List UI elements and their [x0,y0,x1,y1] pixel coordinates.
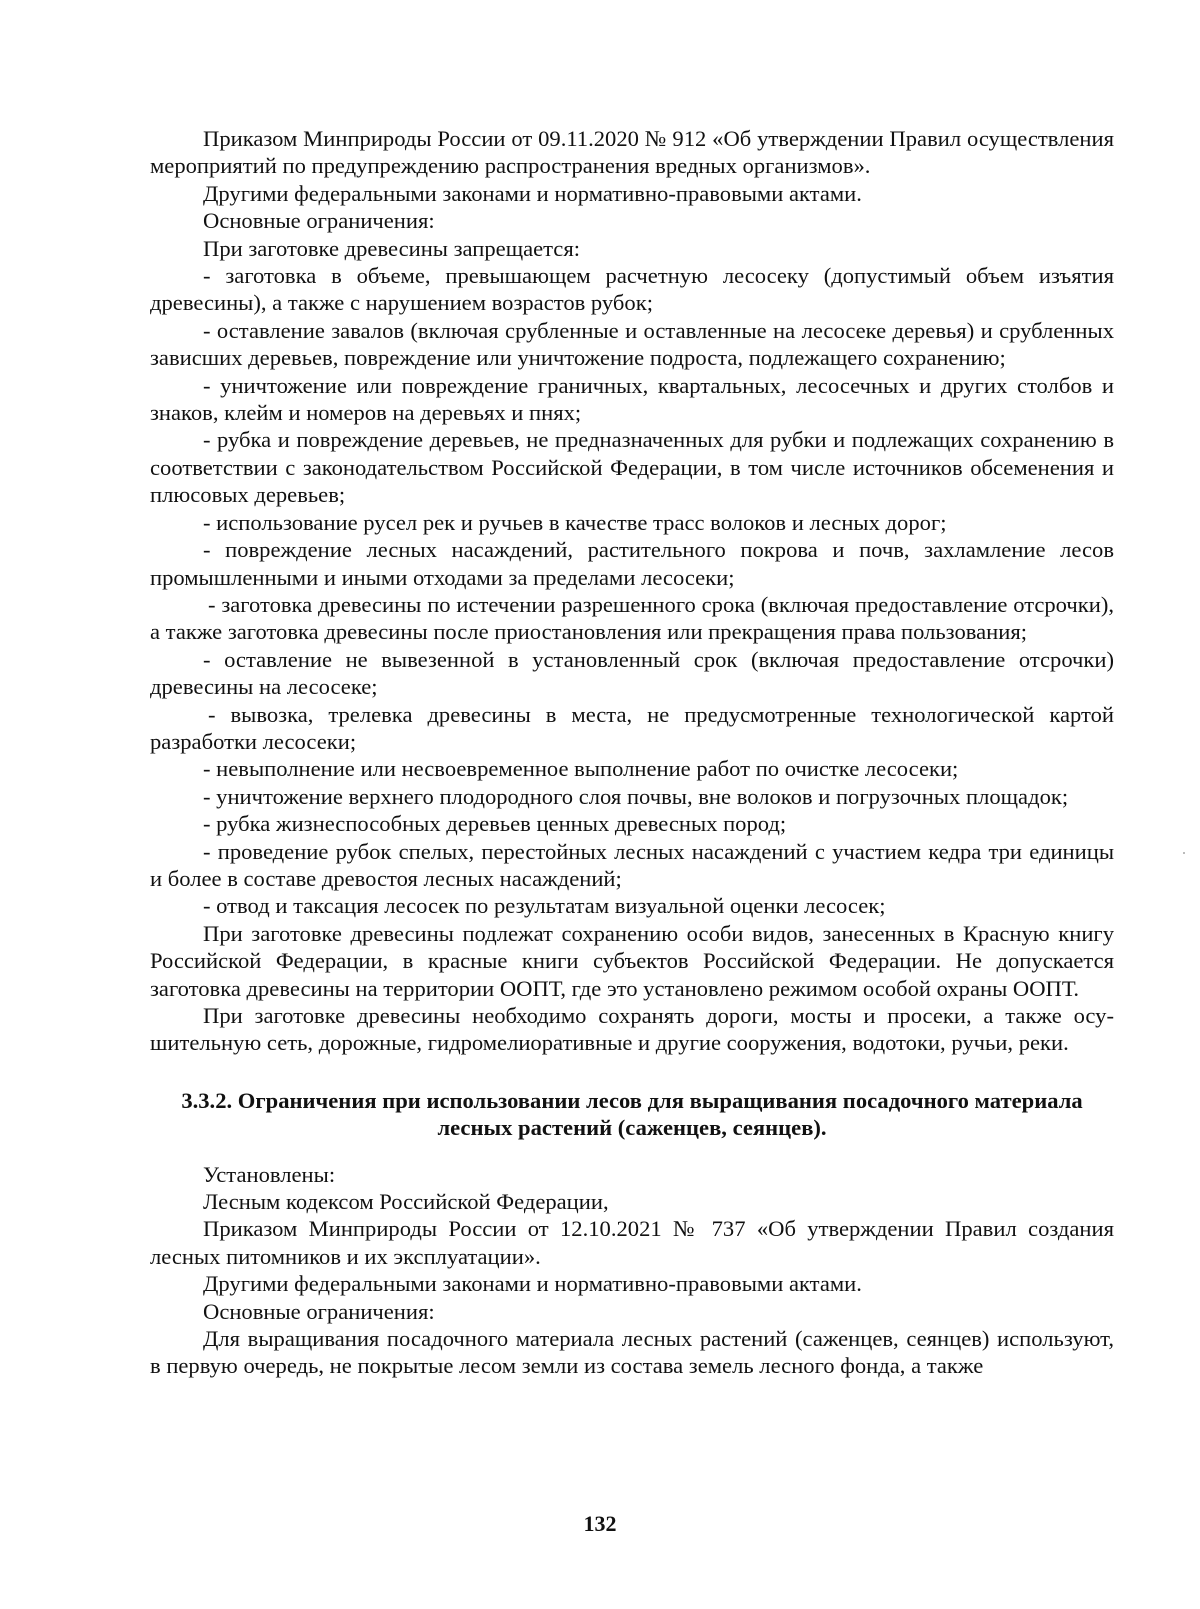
prohibition-item: - оставление завалов (включая срубленные и оставленные на лесосеке деревья) и срубленных зависших деревьев, повреждение или уничтожение подроста, подлежащего сохранению; [150,317,1114,371]
prohibition-item: - уничтожение верхнего плодородного слоя почвы, вне волоков и погрузочных площадок; [203,783,1069,809]
paragraph-other-laws: Другими федеральными законами и нормативно-правовыми актами. [203,180,862,206]
section-1-body [150,125,1114,1057]
paragraph-preserve-infrastructure: При заготовке древесины необходимо сохранять дороги, мосты и просеки, а также осушительную сеть, дорожные, гидромелиоративные и другие сооружения, водотоки, ручьи, реки. [150,1003,1114,1056]
paragraph-established: Установлены: [203,1161,336,1187]
scan-speck [1183,852,1185,854]
paragraph-main-restrictions: Основные ограничения: [203,208,435,234]
prohibition-item: - невыполнение или несвоевременное выполнение работ по очистке лесосеки; [203,756,959,782]
paragraph-main-restrictions-2: Основные ограничения: [203,1298,435,1324]
paragraph-order-737: Приказом Минприроды России от 12.10.2021 № 737 «Об утверждении Правил создания лесных питомников и их эксплуатации». [150,1216,1114,1269]
paragraph-planting-material: Для выращивания посадочного материала лесных растений (саженцев, сеянцев) используют, в первую очередь, не покрытые лесом земли из состава земель лесного фонда, а также [150,1326,1114,1379]
prohibition-item: - повреждение лесных насаждений, растительного покрова и почв, захламление лесов промышленными и иными отходами за пределами лесосеки; [150,537,1114,590]
prohibition-item: - рубка жизнеспособных деревьев ценных древесных пород; [203,811,787,837]
document-page [150,125,1114,1380]
prohibition-item: - рубка и повреждение деревьев, не предназначенных для рубки и подлежащих сохранению в соответствии с законодательством Российской Федерации, в том числе источников обсеменения и плюсовых деревьев; [150,427,1114,508]
prohibition-item: - заготовка в объеме, превышающем расчетную лесосеку (допустимый объем изъятия древесины), а также с нарушением возрастов рубок; [150,263,1114,316]
paragraph-order-912: Приказом Минприроды России от 09.11.2020 № 912 «Об утверждении Правил осуществления мероприятий по предупреждению распространения вредных организмов». [150,126,1114,179]
paragraph-forest-code: Лесным кодексом Российской Федерации, [203,1189,609,1215]
prohibition-item: - вывозка, трелевка древесины в места, не предусмотренные технологической картой разработки лесосеки; [150,701,1114,754]
prohibition-item: - проведение рубок спелых, перестойных лесных насаждений с участием кедра три единицы и более в составе древостоя лесных насаждений; [150,838,1114,891]
page-number: 132 [583,1511,617,1536]
section-heading-3-3-2: 3.3.2. Ограничения при использовании лесов для выращивания посадочного материала лесных растений (саженцев, сеянцев). [181,1087,1083,1141]
paragraph-prohibited-intro: При заготовке древесины запрещается: [203,235,580,261]
prohibition-item: - отвод и таксация лесосек по результатам визуальной оценки лесосек; [203,893,886,919]
prohibition-item: - оставление не вывезенной в установленный срок (включая предоставление отсрочки) древесины на лесосеке; [150,646,1114,700]
section-2-body [150,1161,1114,1380]
paragraph-red-book: При заготовке древесины подлежат сохранению особи видов, занесенных в Красную книгу Российской Федерации, в красные книги субъектов Российской Федерации. Не допускается заготовка древесины на территории ООПТ, где это установлено режимом особой охраны ООПТ. [150,920,1114,1001]
paragraph-other-laws-2: Другими федеральными законами и нормативно-правовыми актами. [203,1271,862,1297]
prohibition-item: - использование русел рек и ручьев в качестве трасс волоков и лесных дорог; [203,509,947,535]
prohibition-item: - заготовка древесины по истечении разрешенного срока (включая предоставление отсрочки), а также заготовка древесины после приостановления или прекращения права пользования; [150,591,1114,645]
prohibition-item: - уничтожение или повреждение граничных, квартальных, лесосечных и других столбов и знаков, клейм и номеров на деревьях и пнях; [150,372,1114,426]
